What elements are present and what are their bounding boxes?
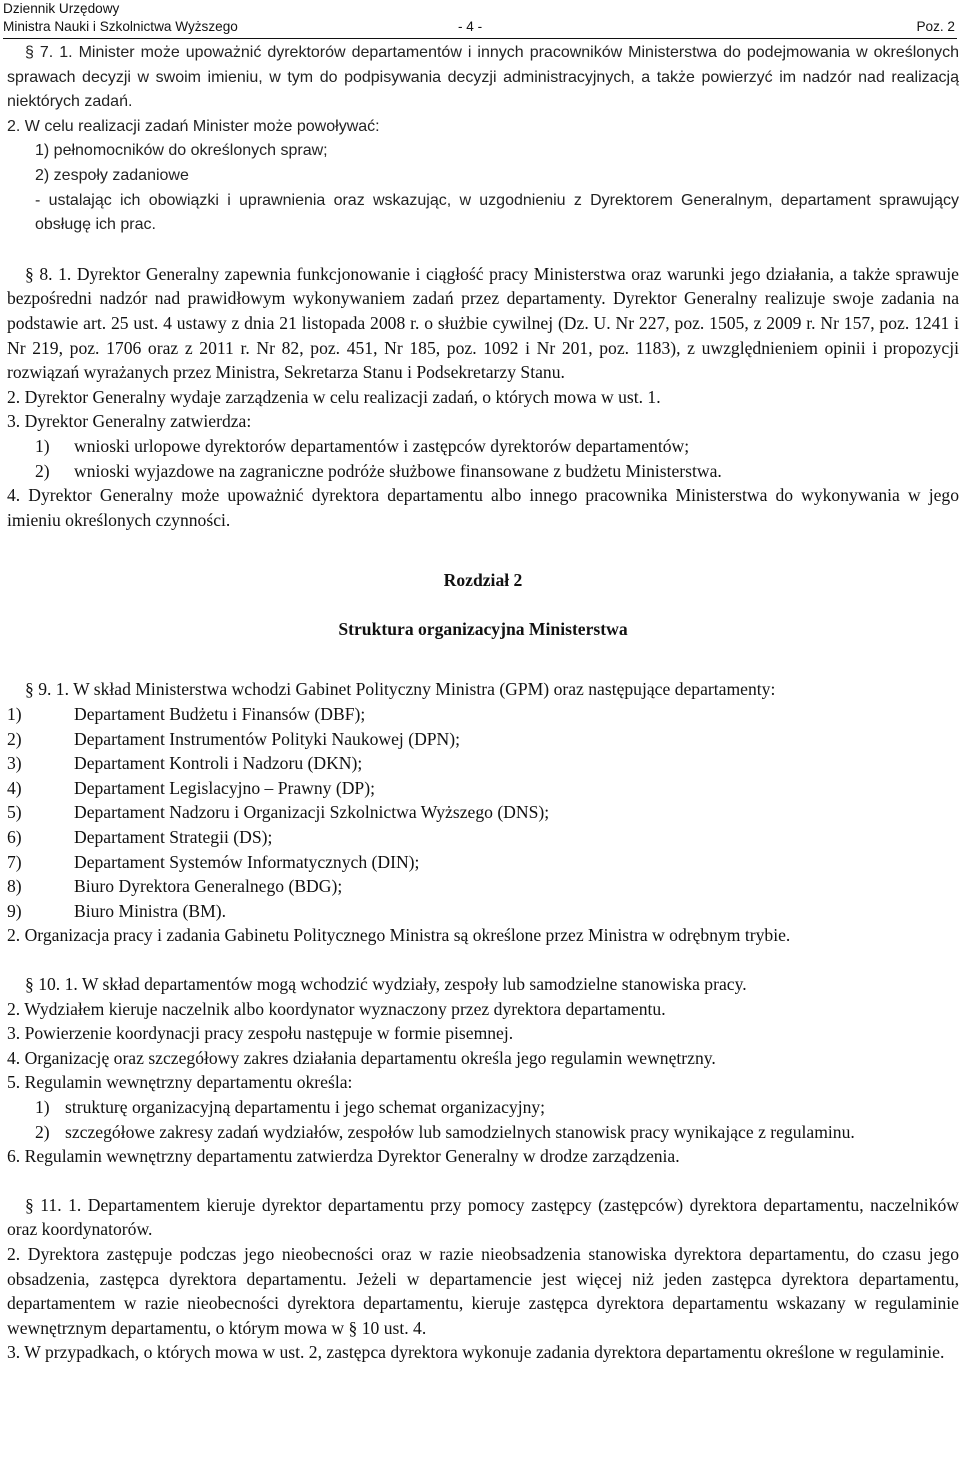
- department-list-item: [7, 874, 959, 899]
- department-list-item: [7, 850, 959, 875]
- list-item-text: Biuro Ministra (BM).: [74, 900, 226, 921]
- list-item-number: 3): [7, 753, 22, 774]
- position-number: Poz. 2: [916, 19, 955, 34]
- list-item-text: Departament Systemów Informatycznych (DIN);: [74, 851, 420, 872]
- spacer: [7, 641, 959, 677]
- paragraph-8-4: 4. Dyrektor Generalny może upoważnić dyrektora departamentu albo innego pracownika Ministerstwa do wykonywania w jego imieniu określonych czynności.: [7, 485, 959, 530]
- department-list: [7, 702, 959, 923]
- spacer: [7, 532, 959, 568]
- list-item-number: 6): [7, 827, 22, 848]
- paragraph-9-1: § 9. 1. W skład Ministerstwa wchodzi Gabinet Polityczny Ministra (GPM) oraz następujące departamenty:: [25, 679, 776, 700]
- list-item-number: 8): [7, 876, 22, 897]
- page-number: - 4 -: [458, 19, 483, 34]
- spacer: [7, 1169, 959, 1193]
- list-item-number: 4): [7, 777, 22, 798]
- list-item-number: 7): [7, 851, 22, 872]
- paragraph-10-2: 2. Wydziałem kieruje naczelnik albo koordynator wyznaczony przez dyrektora departamentu.: [7, 998, 666, 1019]
- list-item-number: 1): [7, 704, 22, 725]
- department-list-item: [7, 751, 959, 776]
- list-item-text: Departament Nadzoru i Organizacji Szkolnictwa Wyższego (DNS);: [74, 802, 550, 823]
- department-list-item: [7, 825, 959, 850]
- paragraph-10-4: 4. Organizację oraz szczegółowy zakres działania departamentu określa jego regulamin wewnętrzny.: [7, 1047, 716, 1068]
- chapter-title: Rozdział 2: [443, 570, 523, 591]
- paragraph-11-2: 2. Dyrektora zastępuje podczas jego nieobecności oraz w razie nieobsadzenia stanowiska dyrektora departamentu, do czasu jego obsadzenia, zastępca dyrektora departamentu. Jeżeli w departamencie jest więcej niż jeden zastępca dyrektora departamentu, departamentem w razie nieobecności dyrektora departamentu, kieruje zastępca dyrektora departamentu wskazany w regulaminie wewnętrznym departamentu, o którym mowa w § 10 ust. 4.: [7, 1243, 959, 1338]
- list-item-text: Departament Legislacyjno – Prawny (DP);: [74, 777, 375, 798]
- chapter-subtitle: Struktura organizacyjna Ministerstwa: [338, 618, 628, 639]
- list-item: 1) wnioski urlopowe dyrektorów departamentów i zastępców dyrektorów departamentów;: [35, 435, 690, 456]
- spacer: [7, 593, 959, 617]
- department-list-item: [7, 776, 959, 801]
- paragraph-11-3: 3. W przypadkach, o których mowa w ust. 2, zastępca dyrektora wykonuje zadania dyrektora departamentu określone w regulaminie.: [7, 1342, 945, 1363]
- ministry-name: Ministra Nauki i Szkolnictwa Wyższego: [3, 19, 238, 34]
- paragraph-8-3: 3. Dyrektor Generalny zatwierdza:: [7, 411, 252, 432]
- paragraph-11-1: § 11. 1. Departamentem kieruje dyrektor departamentu przy pomocy zastępcy (zastępców) dyrektora departamentu, naczelników oraz koordynatorów.: [7, 1194, 959, 1240]
- paragraph-7-2-item-1: 1) pełnomocników do określonych spraw;: [35, 142, 328, 160]
- paragraph-8-2: 2. Dyrektor Generalny wydaje zarządzenia w celu realizacji zadań, o których mowa w ust. 1.: [7, 386, 661, 407]
- spacer: [7, 238, 959, 262]
- journal-name: Dziennik Urzędowy: [3, 1, 120, 16]
- paragraph-8-1: § 8. 1. Dyrektor Generalny zapewnia funkcjonowanie i ciągłość pracy Ministerstwa oraz warunki jego działania, a także sprawuje bezpośredni nadzór nad prawidłowym wykonywaniem zadań przez departamenty. Dyrektor Generalny realizuje swoje zadania na podstawie art. 25 ust. 4 ustawy z dnia 21 listopada 2008 r. o służbie cywilnej (Dz. U. Nr 227, poz. 1505, z 2009 r. Nr 157, poz. 1241 i Nr 219, poz. 1706 oraz z 2011 r. Nr 82, poz. 451, Nr 185, poz. 1092 i Nr 201, poz. 1183), z uwzględnieniem opinii i propozycji rozwiązań wyrażanych przez Ministra, Sekretarza Stanu i Podsekretarzy Stanu.: [7, 263, 959, 383]
- department-list-item: [7, 702, 959, 727]
- department-list-item: [7, 800, 959, 825]
- department-list-item: [7, 727, 959, 752]
- list-item: 2) wnioski wyjazdowe na zagraniczne podróże służbowe finansowane z budżetu Ministerstwa.: [35, 460, 722, 481]
- list-item-number: 9): [7, 900, 22, 921]
- list-item: 1) strukturę organizacyjną departamentu i jego schemat organizacyjny;: [35, 1096, 546, 1117]
- department-list-item: [7, 899, 959, 924]
- list-item-text: Departament Kontroli i Nadzoru (DKN);: [74, 753, 363, 774]
- spacer: [7, 948, 959, 972]
- paragraph-10-5: 5. Regulamin wewnętrzny departamentu określa:: [7, 1072, 353, 1093]
- paragraph-7-1: § 7. 1. Minister może upoważnić dyrektorów departamentów i innych pracowników Ministerstwa do podejmowania w określonych sprawach decyzji w swoim imieniu, w tym do podpisywania decyzji administracyjnych, a także powierzyć im nadzór nad realizacją niektórych zadań.: [7, 44, 959, 111]
- page-header: [3, 0, 957, 39]
- list-item-text: Departament Budżetu i Finansów (DBF);: [74, 704, 366, 725]
- list-item: 2) szczegółowe zakresy zadań wydziałów, zespołów lub samodzielnych stanowisk pracy wynikające z regulaminu.: [35, 1121, 855, 1142]
- paragraph-10-1: § 10. 1. W skład departamentów mogą wchodzić wydziały, zespoły lub samodzielne stanowiska pracy.: [25, 974, 747, 994]
- list-item-number: 2): [7, 728, 22, 749]
- paragraph-10-6: 6. Regulamin wewnętrzny departamentu zatwierdza Dyrektor Generalny w drodze zarządzenia.: [7, 1146, 680, 1167]
- paragraph-7-2: 2. W celu realizacji zadań Minister może powoływać:: [7, 117, 380, 135]
- list-item-text: Departament Strategii (DS);: [74, 827, 273, 848]
- paragraph-7-2-item-2: 2) zespoły zadaniowe: [35, 166, 189, 184]
- paragraph-9-2: 2. Organizacja pracy i zadania Gabinetu Politycznego Ministra są określone przez Ministra w odrębnym trybie.: [7, 925, 791, 946]
- paragraph-10-3: 3. Powierzenie koordynacji pracy zespołu następuje w formie pisemnej.: [7, 1023, 514, 1044]
- list-item-number: 5): [7, 802, 22, 823]
- list-item-text: Departament Instrumentów Polityki Naukowej (DPN);: [74, 728, 461, 749]
- document-body: [7, 41, 959, 1365]
- header-row: [3, 18, 957, 39]
- paragraph-7-2-tail: - ustalając ich obowiązki i uprawnienia oraz wskazując, w uzgodnieniu z Dyrektorem Generalnym, departament sprawujący obsługę ich prac.: [35, 191, 959, 234]
- list-item-text: Biuro Dyrektora Generalnego (BDG);: [74, 876, 343, 897]
